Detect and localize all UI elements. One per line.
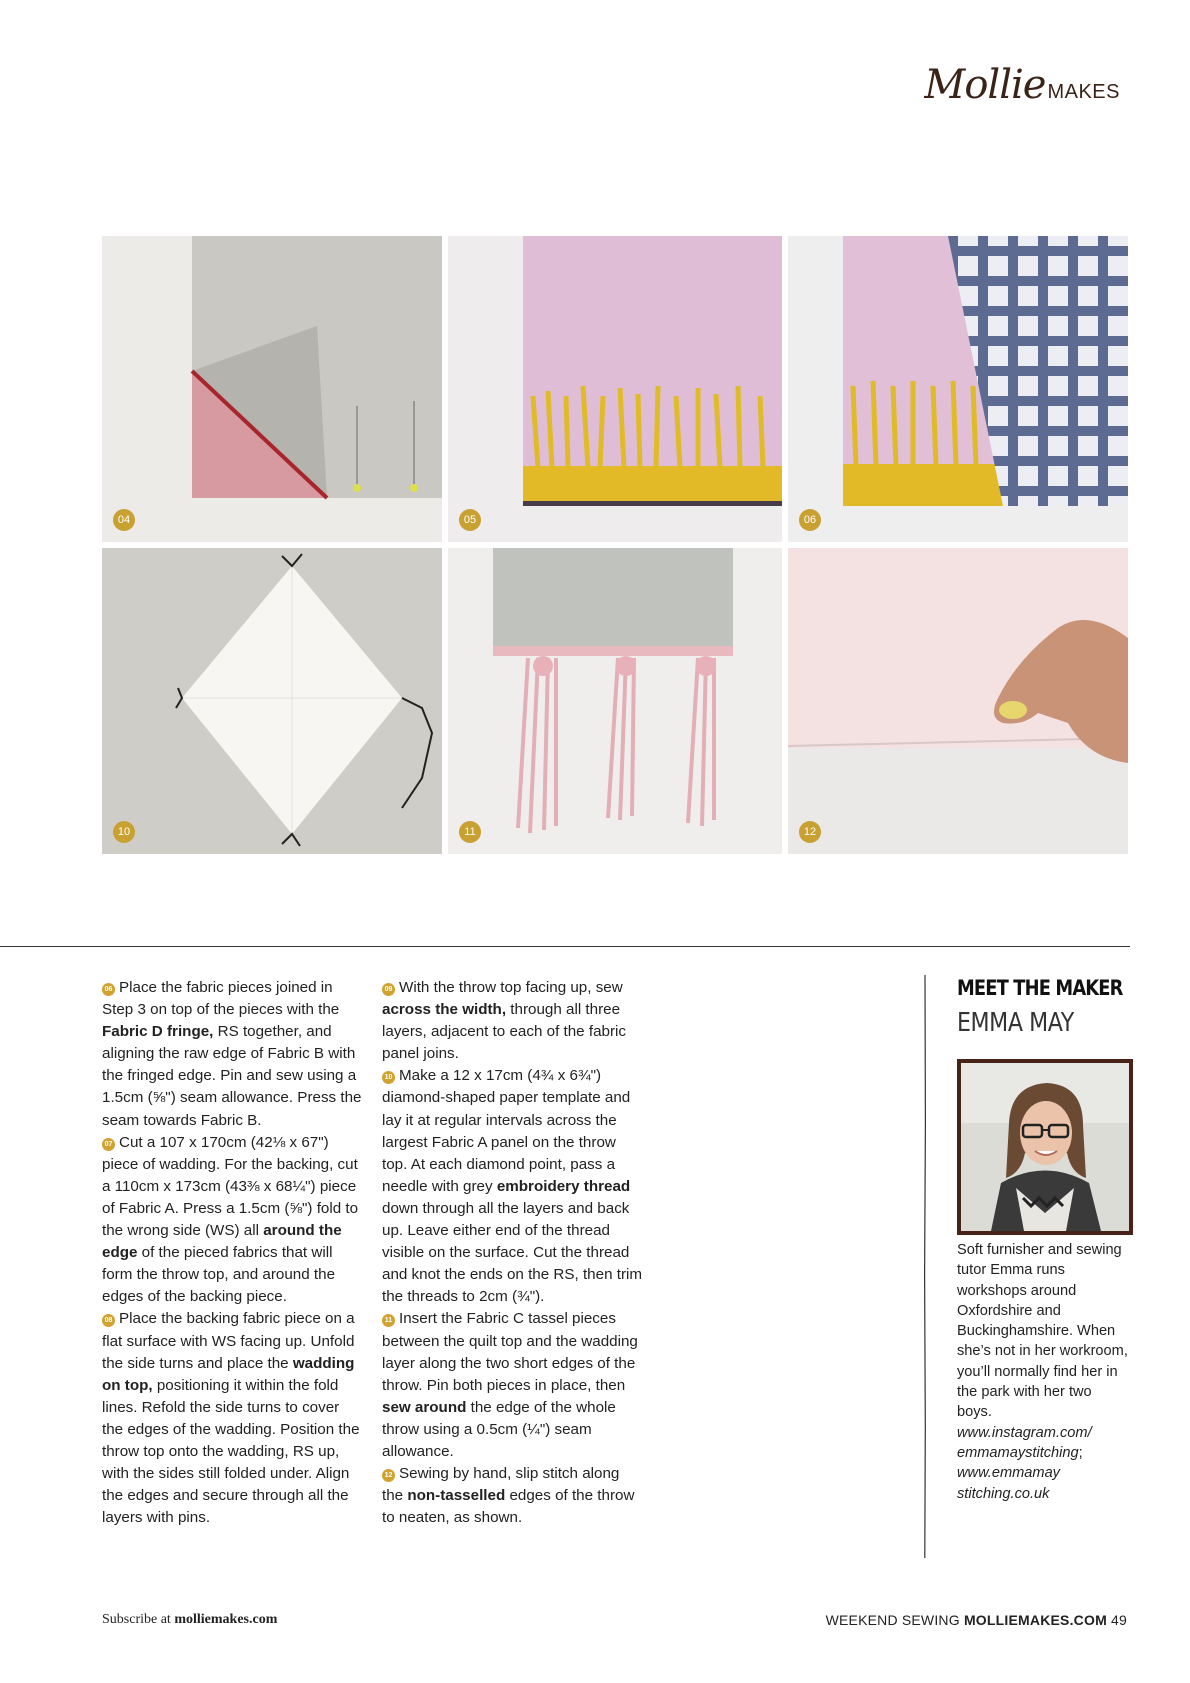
step-photo-11	[448, 548, 782, 854]
step-photo-10	[102, 548, 442, 854]
maker-bio: Soft furnisher and sewing tutor Emma runs workshops around Oxfordshire and Buckinghamshire. When she’s not in her workroom, you’ll normally find her in the park with her two boys. www.instagram.com/ emmamaystitching; www.emmamay stitching.co.uk	[957, 1242, 1128, 1502]
maker-name: EMMA MAY	[957, 1008, 1074, 1038]
footer-subscribe: Subscribe at molliemakes.com	[102, 1612, 278, 1627]
section-divider	[0, 946, 1130, 947]
step-11: 11 Insert the Fabric C tassel pieces between the quilt top and the wadding layer along the two short edges of the throw. Pin both pieces in place, then sew around the edge of the whole throw using a 0.5cm (¼") seam allowance.	[382, 1310, 638, 1460]
subscribe-link[interactable]: molliemakes.com	[174, 1612, 278, 1627]
photo-badge: 05	[459, 509, 481, 531]
footer-section-page: WEEKEND SEWING MOLLIEMAKES.COM 49	[825, 1612, 1127, 1628]
photo-badge: 06	[799, 509, 821, 531]
logo-makes: MAKES	[1047, 81, 1120, 103]
photo-badge: 04	[113, 509, 135, 531]
step-photo-04	[102, 236, 442, 542]
maker-portrait	[957, 1059, 1133, 1235]
meet-the-maker-heading: MEET THE MAKER	[957, 976, 1123, 1000]
step-number-badge: 06	[102, 983, 115, 996]
step-number-badge: 12	[382, 1469, 395, 1482]
step-07: 07 Cut a 107 x 170cm (42⅛ x 67") piece of wadding. For the backing, cut a 110cm x 173cm (43⅜ x 68¼") piece of Fabric A. Press a 1.5cm (⅝") fold to the wrong side (WS) all around the edge of the pieced fabrics that will form the throw top, and around the edges of the backing piece.	[102, 1133, 359, 1306]
step-number-badge: 10	[382, 1071, 395, 1084]
logo-script: Mollie	[924, 62, 1046, 108]
instagram-link[interactable]: www.instagram.com/ emmamaystitching	[957, 1424, 1092, 1461]
text-column-2	[382, 977, 644, 1529]
step-number-badge: 09	[382, 983, 395, 996]
photo-badge: 11	[459, 821, 481, 843]
step-10: 10 Make a 12 x 17cm (4¾ x 6¾") diamond-shaped paper template and lay it at regular intervals across the largest Fabric A panel on the throw top. At each diamond point, pass a needle with grey embroidery thread down through all the layers and back up. Leave either end of the thread visible on the surface. Cut the thread and knot the ends on the RS, then trim the threads to 2cm (¾").	[382, 1067, 643, 1306]
photo-badge: 12	[799, 821, 821, 843]
mollie-makes-logo	[924, 62, 1120, 108]
step-09: 09 With the throw top facing up, sew across the width, through all three layers, adjacent to each of the fabric panel joins.	[382, 979, 626, 1063]
website-link[interactable]: www.emmamay stitching.co.uk	[957, 1465, 1060, 1502]
step-12: 12 Sewing by hand, slip stitch along the non-tasselled edges of the throw to neaten, as shown.	[382, 1465, 635, 1527]
step-number-badge: 08	[102, 1314, 115, 1327]
step-photo-12	[788, 548, 1128, 854]
step-06: 06 Place the fabric pieces joined in Step 3 on top of the pieces with the Fabric D fringe, RS together, and aligning the raw edge of Fabric B with the fringed edge. Pin and sew using a 1.5cm (⅝") seam allowance. Press the seam towards Fabric B.	[102, 979, 362, 1129]
step-08: 08 Place the backing fabric piece on a flat surface with WS facing up. Unfold the side turns and place the wadding on top, positioning it within the fold lines. Refold the side turns to cover the edges of the wadding. Position the throw top onto the wadding, RS up, with the sides still folded under. Align the edges and secure through all the layers with pins.	[102, 1310, 360, 1527]
sidebar-divider-line	[924, 975, 926, 1558]
step-photo-06	[788, 236, 1128, 542]
text-column-1	[102, 977, 364, 1529]
step-photo-05	[448, 236, 782, 542]
step-number-badge: 07	[102, 1138, 115, 1151]
footer-site: MOLLIEMAKES.COM	[963, 1612, 1107, 1628]
photo-badge: 10	[113, 821, 135, 843]
step-number-badge: 11	[382, 1314, 395, 1327]
page-number: 49	[1106, 1612, 1127, 1628]
